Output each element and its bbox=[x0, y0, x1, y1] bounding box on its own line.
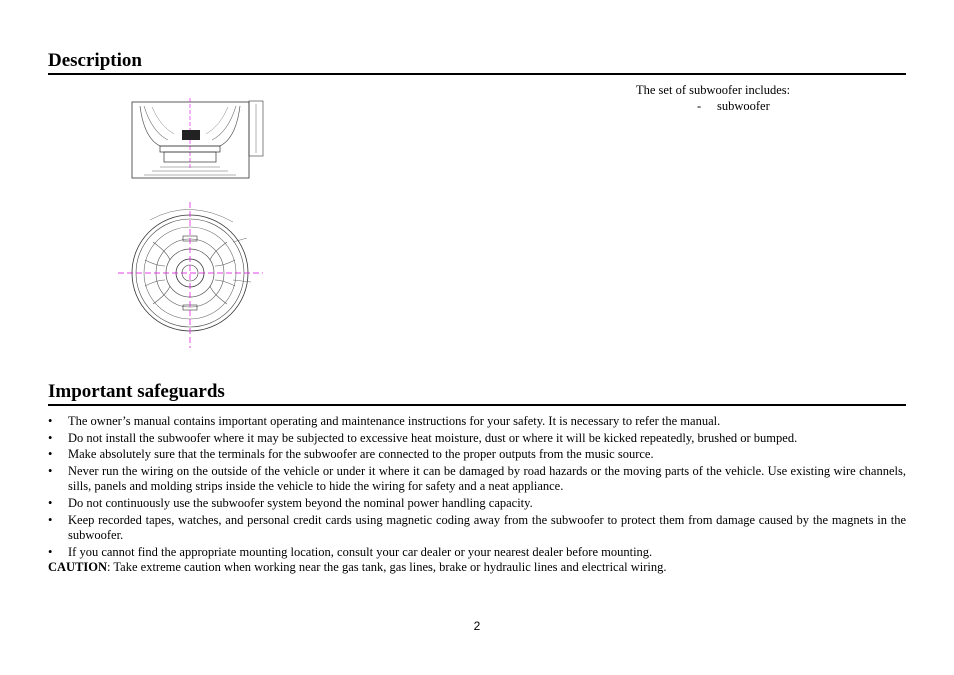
list-item bbox=[48, 447, 906, 463]
description-heading: Description bbox=[48, 50, 906, 75]
page-number: 2 bbox=[473, 619, 481, 633]
bullet-icon: • bbox=[48, 414, 53, 428]
list-item-text: Do not install the subwoofer where it may be subjected to excessive heat moisture, dust or where it will be kicked repeatedly, brushed or bumped. bbox=[68, 430, 798, 445]
includes-item-label: subwoofer bbox=[717, 99, 770, 113]
bullet-icon: • bbox=[48, 430, 53, 445]
list-item-text: Keep recorded tapes, watches, and personal credit cards using magnetic coding away from the subwoofer to protect them from damage caused by the magnets in the subwoofer. bbox=[68, 512, 906, 543]
bullet-icon: • bbox=[48, 512, 53, 527]
caution-note bbox=[48, 560, 906, 576]
safeguards-list bbox=[48, 414, 906, 561]
bullet-icon: • bbox=[48, 447, 53, 462]
list-item-text: Make absolutely sure that the terminals for the subwoofer are connected to the proper outputs from the music source. bbox=[68, 447, 654, 462]
includes-heading: The set of subwoofer includes: bbox=[636, 83, 791, 97]
list-item bbox=[48, 513, 906, 544]
caution-text: : Take extreme caution when working near the gas tank, gas lines, brake or hydraulic lines and electrical wiring. bbox=[107, 560, 667, 574]
subwoofer-front-view-drawing bbox=[115, 200, 270, 350]
list-item-text: Do not continuously use the subwoofer system beyond the nominal power handling capacity. bbox=[68, 495, 533, 510]
list-dash: - bbox=[697, 99, 702, 113]
list-item-text: The owner’s manual contains important operating and maintenance instructions for your safety. It is necessary to refer the manual. bbox=[68, 414, 721, 428]
bullet-icon: • bbox=[48, 544, 53, 559]
bullet-icon: • bbox=[48, 463, 53, 478]
bullet-icon: • bbox=[48, 495, 53, 510]
list-item-text: If you cannot find the appropriate mounting location, consult your car dealer or your nearest dealer before mounting. bbox=[68, 544, 653, 559]
list-item bbox=[48, 414, 906, 430]
caution-label: CAUTION bbox=[48, 560, 108, 574]
subwoofer-side-view-drawing bbox=[130, 98, 266, 180]
list-item bbox=[48, 496, 906, 512]
safeguards-heading: Important safeguards bbox=[48, 381, 906, 406]
includes-item bbox=[636, 98, 790, 114]
list-item bbox=[48, 545, 906, 561]
list-item bbox=[48, 431, 906, 447]
includes-list bbox=[636, 82, 790, 114]
list-item-text: Never run the wiring on the outside of the vehicle or under it where it can be damaged by road hazards or the moving parts of the vehicle. Use existing wire channels, sills, panels and molding strips inside the vehicle to hide the wiring for safety and a neat appliance. bbox=[68, 463, 906, 494]
list-item bbox=[48, 464, 906, 495]
